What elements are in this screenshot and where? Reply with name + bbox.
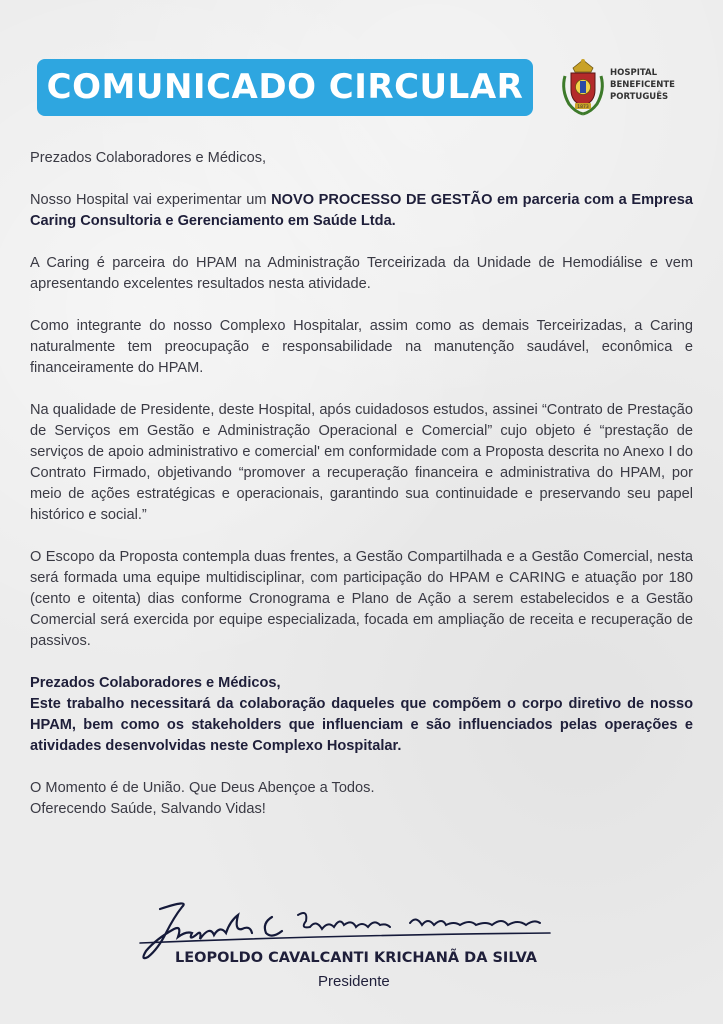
paragraph-6: Este trabalho necessitará da colaboração daqueles que compõem o corpo diretivo de nosso HPAM, bem como os stakeholders que influenciam e são influenciados pelas operações e atividades desenvolvidas neste Complexo Hospitalar.: [30, 696, 693, 754]
closing-line-2: Oferecendo Saúde, Salvando Vidas!: [30, 801, 266, 817]
letter-body: [30, 148, 693, 820]
signatory-role: Presidente: [318, 973, 390, 990]
paragraph-3: Como integrante do nosso Complexo Hospitalar, assim como as demais Terceirizadas, a Caring naturalmente tem preocupação e responsabilidade na manutenção saudável, econômica e financeiramente do HPAM.: [30, 318, 693, 376]
paragraph-4: Na qualidade de Presidente, deste Hospital, após cuidadosos estudos, assinei “Contrato de Prestação de Serviços em Gestão e Administração Operacional e Comercial” cujo objeto é “prestação de serviços de apoio administrativo e comercial' em conformidade com a Proposta descrita no Anexo I do Contrato Firmado, objetivando “promover a recuperação financeira e administrativa do HPAM, por meio de ações estratégicas e operacionais, garantindo sua continuidade e preservando seu papel histórico e social.”: [30, 402, 693, 523]
logo-line-2: BENEFICENTE: [610, 80, 675, 90]
hospital-crest-logo: [559, 56, 607, 118]
paragraph-2: A Caring é parceira do HPAM na Administração Terceirizada da Unidade de Hemodiálise e vem apresentando excelentes resultados nesta atividade.: [30, 255, 693, 292]
paragraph-1-text: Nosso Hospital vai experimentar um: [30, 192, 272, 208]
page-title: COMUNICADO CIRCULAR: [37, 59, 533, 116]
logo-line-3: PORTUGUÊS: [610, 92, 669, 102]
greeting: Prezados Colaboradores e Médicos,: [30, 150, 267, 166]
signatory-name: LEOPOLDO CAVALCANTI KRICHANÃ DA SILVA: [175, 950, 538, 966]
paragraph-1: [30, 190, 693, 232]
logo-wordmark: [610, 67, 675, 103]
paragraph-6-greeting: Prezados Colaboradores e Médicos,: [30, 675, 281, 691]
paragraph-5: O Escopo da Proposta contempla duas frentes, a Gestão Compartilhada e a Gestão Comercial, nesta será formada uma equipe multidisciplinar, com participação do HPAM e CARING e atuação por 180 (cento e oitenta) dias conforme Cronograma e Plano de Ação a serem estabelecidos e a Gestão Comercial será exercida por equipe especializada, focada em ampliação de receita e recuperação de passivos.: [30, 549, 693, 649]
logo-year: 1873: [577, 105, 589, 110]
closing-line-1: O Momento é de União. Que Deus Abençoe a Todos.: [30, 780, 375, 796]
logo-line-1: HOSPITAL: [610, 68, 657, 78]
paragraph-1-bold: NOVO PROCESSO DE GESTÃO em parceria com a Empresa Caring Consultoria e Gerenciamento em Saúde Ltda.: [30, 192, 693, 229]
